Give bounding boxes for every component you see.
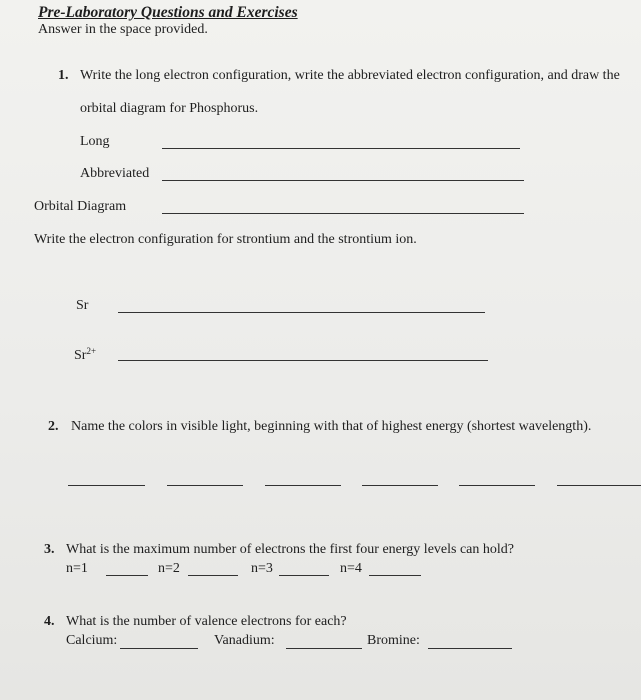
level-n1-label: n=1 <box>66 561 88 576</box>
q4-number: 4. <box>44 614 55 629</box>
strontium-prompt: Write the electron configuration for strontium and the strontium ion. <box>34 232 417 247</box>
vanadium-answer-line[interactable] <box>286 648 362 649</box>
vanadium-label: Vanadium: <box>214 633 275 648</box>
q1-number: 1. <box>58 68 69 83</box>
bromine-answer-line[interactable] <box>428 648 512 649</box>
q1-text-line1: Write the long electron configuration, write the abbreviated electron configuration, and draw the <box>80 68 620 83</box>
q3-text: What is the maximum number of electrons the first four energy levels can hold? <box>66 542 514 557</box>
long-label: Long <box>80 134 110 149</box>
color-answer-line[interactable] <box>459 485 535 486</box>
level-n4-label: n=4 <box>340 561 362 576</box>
q2-text: Name the colors in visible light, beginning with that of highest energy (shortest wavelength). <box>71 419 592 434</box>
color-answer-line[interactable] <box>68 485 145 486</box>
level-n3-label: n=3 <box>251 561 273 576</box>
q4-text: What is the number of valence electrons for each? <box>66 614 347 629</box>
orbital-answer-line[interactable] <box>162 213 524 214</box>
q1-text-line2: orbital diagram for Phosphorus. <box>80 101 259 116</box>
long-answer-line[interactable] <box>162 148 520 149</box>
sr-answer-line[interactable] <box>118 312 485 313</box>
color-answer-line[interactable] <box>557 485 641 486</box>
page-title: Pre-Laboratory Questions and Exercises <box>38 4 298 21</box>
level-n2-label: n=2 <box>158 561 180 576</box>
sr-ion-label: $Sr^{2+}$ <box>74 346 97 363</box>
abbreviated-answer-line[interactable] <box>162 180 524 181</box>
calcium-label: Calcium: <box>66 633 118 648</box>
level-n1-answer-line[interactable] <box>106 575 148 576</box>
level-n4-answer-line[interactable] <box>369 575 421 576</box>
calcium-answer-line[interactable] <box>120 648 198 649</box>
q3-number: 3. <box>44 542 55 557</box>
q2-number: 2. <box>48 419 59 434</box>
level-n2-answer-line[interactable] <box>188 575 238 576</box>
color-answer-line[interactable] <box>167 485 243 486</box>
level-n3-answer-line[interactable] <box>279 575 329 576</box>
orbital-diagram-label: Orbital Diagram <box>34 199 127 214</box>
sr-label: Sr <box>76 298 89 313</box>
color-answer-line[interactable] <box>362 485 438 486</box>
bromine-label: Bromine: <box>367 633 420 648</box>
abbreviated-label: Abbreviated <box>80 166 150 181</box>
instruction-text: Answer in the space provided. <box>38 22 208 37</box>
color-answer-line[interactable] <box>265 485 341 486</box>
sr-ion-answer-line[interactable] <box>118 360 488 361</box>
